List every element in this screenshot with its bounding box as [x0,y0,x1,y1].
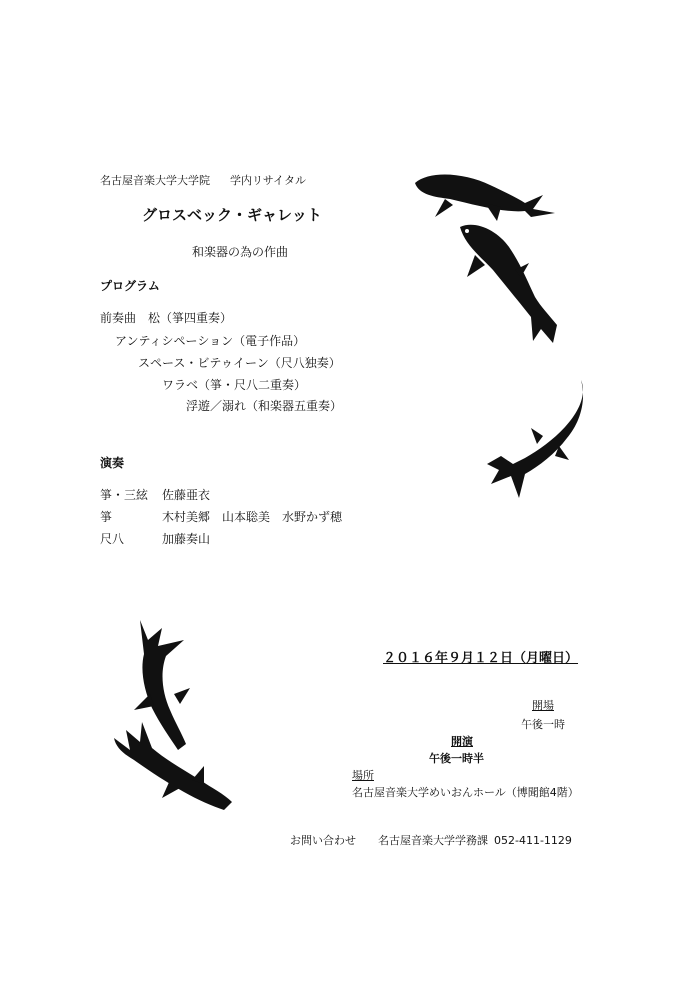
koi-fish-ink-icon [405,165,565,350]
doors-label: 開場 [532,699,554,712]
program-item: ワラベ（箏・尺八二重奏） [162,378,307,392]
recital-title: グロスベック・ギャレット [142,206,322,224]
performers-heading: 演奏 [100,456,125,470]
performer-instrument: 箏 [100,510,113,524]
venue-label: 場所 [352,769,374,782]
venue-name: 名古屋音楽大学めいおんホール（博聞館4階） [352,786,579,799]
program-item: スペース・ビテゥイーン（尺八独奏） [138,356,341,370]
koi-fish-ink-icon [483,372,588,502]
event-type: 学内リサイタル [230,174,307,187]
contact-phone: 052-411-1129 [494,834,572,847]
doors-time: 午後一時 [521,718,565,731]
contact-label: お問い合わせ [290,834,356,847]
program-item: 浮遊／溺れ（和楽器五重奏） [186,399,343,413]
program-heading: プログラム [100,279,160,293]
start-label: 開演 [451,735,473,748]
contact-line [290,832,572,848]
performer-names: 加藤奏山 [162,532,211,546]
performer-instrument: 箏・三絃 [100,488,149,502]
concert-date: ２０１６年９月１２日（月曜日） [383,651,579,666]
performer-names: 佐藤亜衣 [162,488,211,502]
koi-fish-ink-icon [100,610,240,815]
start-time: 午後一時半 [429,752,484,765]
program-item: 前奏曲 松（箏四重奏） [100,311,233,325]
recital-subtitle: 和楽器の為の作曲 [192,245,289,259]
performer-instrument: 尺八 [100,532,125,546]
organizer-name: 名古屋音楽大学大学院 [100,174,210,187]
organizer-line [100,172,306,188]
contact-office: 名古屋音楽大学学務課 [378,834,488,847]
program-item: アンティシペーション（電子作品） [115,334,306,348]
performer-names: 木村美郷 山本聡美 水野かず穂 [162,510,343,524]
